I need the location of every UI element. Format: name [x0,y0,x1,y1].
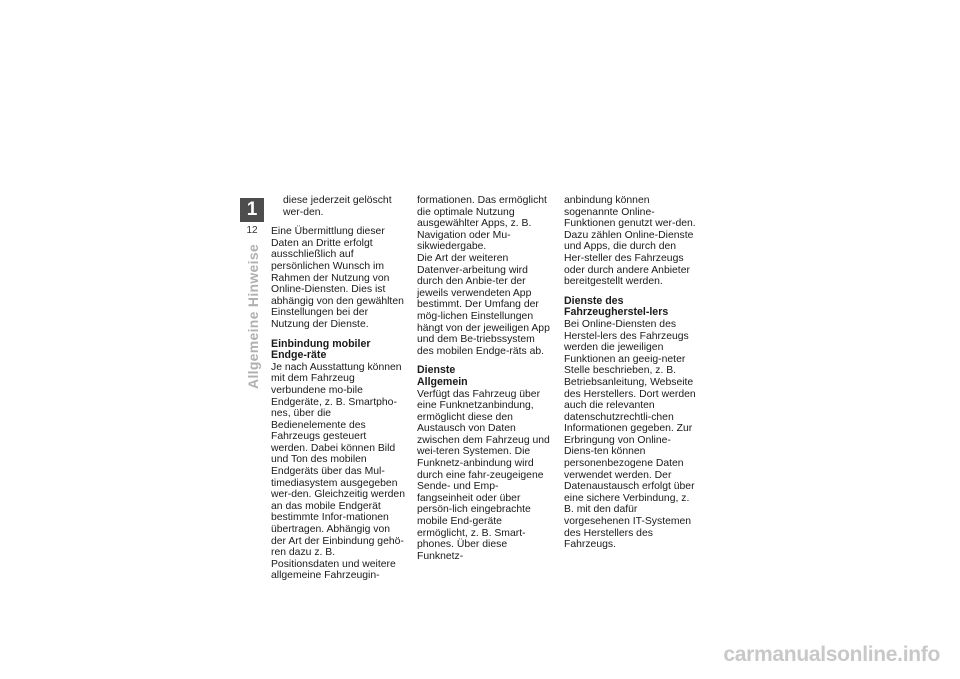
text-column-2 [417,195,551,570]
paragraph: formationen. Das ermöglicht die optimale Nutzung ausgewählter Apps, z. B. Navigation oder Mu-sikwiedergabe. [417,195,547,253]
paragraph: Je nach Ausstattung können mit dem Fahrzeug verbundene mo-bile Endgeräte, z. B. Smartpho-nes, über die Bedienelemente des Fahrzeugs gesteuert werden. Dabei können Bild und Ton des mobilen Endgeräts über das Mul-timediasystem ausgegeben wer-den. Gleichzeitig werden an das mobile Endgerät bestimmte Infor-mationen übertragen. Abhängig von der Art der Einbindung gehö-ren dazu z. B. Positionsdaten und weitere allgemeine Fahrzeugin- [271,361,405,582]
paragraph: Verfügt das Fahrzeug über eine Funknetzanbindung, ermöglicht diese den Austausch von Daten zwischen dem Fahrzeug und wei-teren Systemen. Die Funknetz-anbindung wird durch eine fahr-zeugeigene Sende- und Emp-fangseinheit oder über persön-lich eingebrachte mobile End-geräte ermöglicht, z. B. Smart-phones. Über diese Funknetz- [417,388,550,562]
paragraph: Die Art der weiteren Datenver-arbeitung wird durch den Anbie-ter der jeweils verwendeten App bestimmt. Der Umfang der mög-lichen Einstellungen hängt von der jeweiligen App und dem Be-triebssystem des mobilen Endge-räts ab. [417,252,550,357]
subsection-heading: Allgemein [417,375,468,388]
section-heading: Dienste [417,364,456,377]
watermark: carmanualsonline.info [723,643,940,666]
paragraph: Eine Übermittlung dieser Daten an Dritte erfolgt ausschließlich auf persönlichen Wunsch im Rahmen der Nutzung von Online-Diensten. Dies ist abhängig von den gewählten Einstellungen bei der Nutzung der Dienste. [271,226,404,330]
chapter-title-vertical [245,244,261,389]
text-column-1 [271,195,405,590]
paragraph: diese jederzeit gelöscht wer-den. [283,195,392,218]
chapter-number: 1 [240,198,264,222]
section-heading: Einbindung mobiler Endge-räte [271,337,371,362]
page-number: 12 [246,225,258,236]
text-column-3 [564,195,698,559]
section-heading: Dienste des Fahrzeugherstel-lers [564,294,669,319]
chapter-title: Allgemeine Hinweise [245,244,261,389]
paragraph: anbindung können sogenannte Online-Funktionen genutzt wer-den. Dazu zählen Online-Dienste und Apps, die durch den Her-steller des Fahrzeugs oder durch andere Anbieter bereitgestellt werden. [564,195,696,288]
paragraph: Bei Online-Diensten des Herstel-lers des Fahrzeugs werden die jeweiligen Funktionen an geeig-neter Stelle beschrieben, z. B. Betriebsanleitung, Webseite des Herstellers. Dort werden auch die relevanten datenschutzrechtli-chen Informationen gegeben. Zur Erbringung von Online-Diens-ten können personenbezogene Daten verwendet werden. Der Datenaustausch erfolgt über eine sichere Verbindung, z. B. mit den dafür vorgesehenen IT-Systemen des Herstellers des Fahrzeugs. [564,318,696,551]
